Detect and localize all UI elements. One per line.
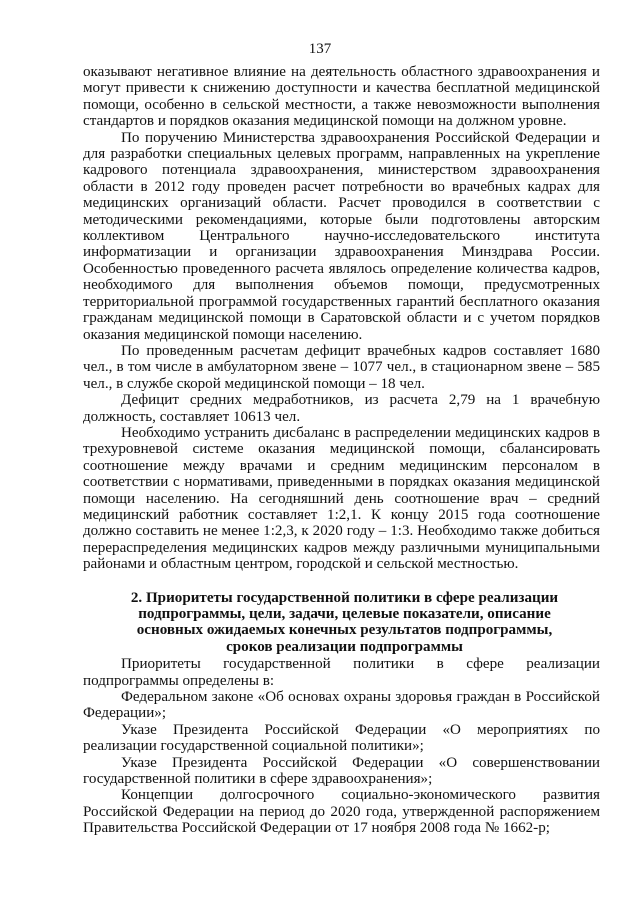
paragraph-nurse-deficit: Дефицит средних медработников, из расчета 2,79 на 1 врачебную должность, составляет 10613 чел. <box>83 392 600 425</box>
heading-line: 2. Приоритеты государственной политики в сфере реализации <box>130 589 559 606</box>
paragraph-priorities-intro: Приоритеты государственной политики в сфере реализации подпрограммы определены в: <box>83 656 600 689</box>
paragraph-imbalance: Необходимо устранить дисбаланс в распределении медицинских кадров в трехуровневой системе оказания медицинской помощи, сбалансировать соотношение между врачами и средним медицинским персоналом в соответствии с нормативами, приведенными в порядках оказания медицинской помощи населению. На сегодняшний день соотношение врач – средний медицинский работник составляет 1:2,1. К концу 2015 года соотношение должно составить не менее 1:2,3, к 2020 году – 1:3. Необходимо также добиться перераспределения медицинских кадров между различными муниципальными районами и областным центром, городской и сельской местностью. <box>83 424 600 573</box>
page-number: 137 <box>308 41 332 57</box>
paragraph-continuation: оказывают негативное влияние на деятельность областного здравоохранения и могут привести к снижению доступности и качества бесплатной медицинской помощи, особенно в сельской местности, а также невозможности выполнения стандартов и порядков оказания медицинской помощи на должном уровне. <box>83 64 600 130</box>
list-item-decree-healthcare: Указе Президента Российской Федерации «О совершенствовании государственной политики в сфере здравоохранения»; <box>83 754 600 788</box>
heading-line: сроков реализации подпрограммы <box>226 638 463 655</box>
list-item-concept-2020: Концепции долгосрочного социально-экономического развития Российской Федерации на период до 2020 года, утвержденной распоряжением Правительства Российской Федерации от 17 ноября 2008 года № 1662-р; <box>83 787 600 837</box>
heading-line: основных ожидаемых конечных результатов подпрограммы, <box>136 622 553 639</box>
heading-line: подпрограммы, цели, задачи, целевые показатели, описание <box>138 606 551 622</box>
paragraph-doctor-deficit: По проведенным расчетам дефицит врачебных кадров составляет 1680 чел., в том числе в амбулаторном звене – 1077 чел., в стационарном звене – 585 чел., в службе скорой медицинской помощи – 18 чел. <box>83 342 600 392</box>
body-text <box>83 64 600 837</box>
paragraph-ministry-instruction: По поручению Министерства здравоохранения Российской Федерации и для разработки специальных целевых программ, направленных на укрепление кадрового потенциала здравоохранения, министерством здравоохранения области в 2012 году проведен расчет потребности во врачебных кадрах для медицинских организаций области. Расчет проводился в соответствии с методическими рекомендациями, которые были подготовлены авторским коллективом Центрального научно-исследовательского института информатизации и организации здравоохранения Минздрава России. Особенностью проведенного расчета являлось определение количества кадров, необходимого для выполнения объемов помощи, предусмотренных территориальной программой государственных гарантий бесплатного оказания гражданам медицинской помощи в Саратовской области и с учетом порядков оказания медицинской помощи населению. <box>83 129 600 343</box>
section-heading <box>83 590 600 656</box>
list-item-decree-social-policy: Указе Президента Российской Федерации «О мероприятиях по реализации государственной социальной политики»; <box>83 721 600 755</box>
list-item-federal-law: Федеральном законе «Об основах охраны здоровья граждан в Российской Федерации»; <box>83 689 600 722</box>
